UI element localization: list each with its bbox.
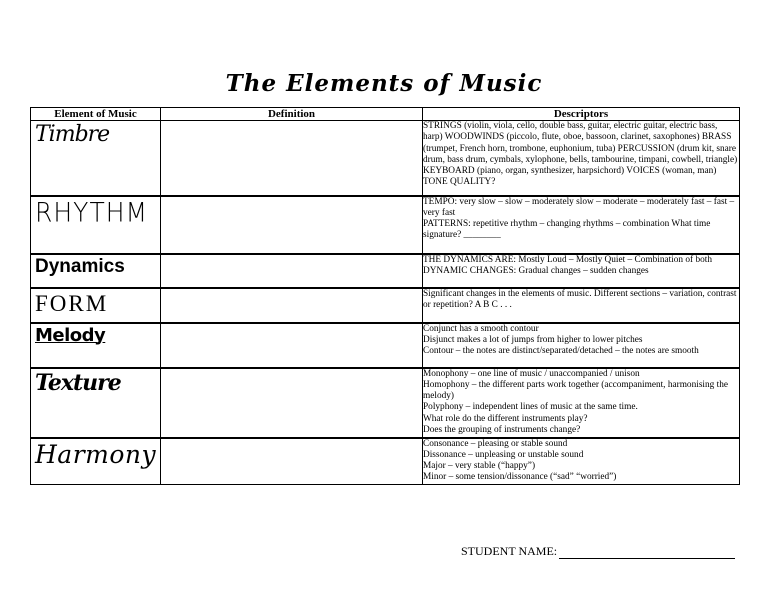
descriptor-line: Minor – some tension/dissonance (“sad” “worried”) xyxy=(423,472,617,483)
table-row-form xyxy=(31,288,740,323)
descriptor-line: What role do the different instruments play? xyxy=(423,413,588,424)
descriptors-cell xyxy=(423,121,740,196)
table-row-texture xyxy=(31,368,740,438)
descriptors-cell xyxy=(423,368,740,438)
definition-cell-harmony[interactable] xyxy=(161,438,423,485)
descriptors-cell xyxy=(423,323,740,368)
element-cell xyxy=(31,288,161,323)
descriptor-line: Major – very stable (“happy”) xyxy=(423,461,536,472)
descriptor-line: Consonance – pleasing or stable sound xyxy=(423,438,568,449)
element-cell xyxy=(31,254,161,288)
definition-cell-dynamics[interactable] xyxy=(161,254,423,288)
descriptor-line: Conjunct has a smooth contour xyxy=(423,323,539,334)
table-row-dynamics xyxy=(31,254,740,288)
page-title: The Elements of Music xyxy=(225,70,543,97)
descriptors-cell xyxy=(423,438,740,485)
element-name-rhythm: RHYTHM xyxy=(35,196,149,228)
elements-table xyxy=(30,107,740,485)
column-header-descriptors: Descriptors xyxy=(423,108,740,121)
descriptors-cell xyxy=(423,196,740,254)
element-name-timbre: Timbre xyxy=(35,122,110,147)
definition-cell-melody[interactable] xyxy=(161,323,423,368)
table-header-row xyxy=(31,108,740,121)
descriptor-line: Dissonance – unpleasing or unstable sound xyxy=(423,449,584,460)
descriptor-line: Significant changes in the elements of music. Different sections – variation, contrast or repetition? A B C . . . xyxy=(423,288,737,310)
element-name-harmony: Harmony xyxy=(35,439,157,469)
element-cell xyxy=(31,121,161,196)
definition-cell-texture[interactable] xyxy=(161,368,423,438)
descriptors-cell xyxy=(423,254,740,288)
table-row-harmony xyxy=(31,438,740,485)
descriptor-line: PATTERNS: repetitive rhythm – changing rhythms – combination What time signature? ________ xyxy=(423,219,711,241)
definition-cell-form[interactable] xyxy=(161,288,423,323)
descriptor-line: Contour – the notes are distinct/separated/detached – the notes are smooth xyxy=(423,346,699,357)
descriptor-line: THE DYNAMICS ARE: Mostly Loud – Mostly Quiet – Combination of both DYNAMIC CHANGES: Gradual changes – sudden changes xyxy=(423,254,712,276)
descriptor-line: Monophony – one line of music / unaccompanied / unison xyxy=(423,368,640,379)
table-row-rhythm xyxy=(31,196,740,254)
descriptor-line: Homophony – the different parts work together (accompaniment, harmonising the melody) xyxy=(423,379,728,402)
element-cell xyxy=(31,323,161,368)
descriptor-line: STRINGS (violin, viola, cello, double bass, guitar, electric guitar, electric bass, harp) WOODWINDS (piccolo, flute, oboe, bassoon, clarinet, saxophones) BRASS (trumpet, French horn, trombone, euphonium, tuba) PERCUSSION (drum kit, snare drum, bass drum, cymbals, xylophone, bells, tambourine, timpani, cowbell, triangle) KEYBOARD (piano, organ, synthesizer, harpsichord) VOICES (woman, man) TONE QUALITY? xyxy=(423,121,738,188)
descriptors-cell xyxy=(423,288,740,323)
column-header-definition: Definition xyxy=(161,108,423,121)
definition-cell-rhythm[interactable] xyxy=(161,196,423,254)
element-name-form: FORM xyxy=(35,290,109,316)
descriptor-line: TEMPO: very slow – slow – moderately slow – moderate – moderately fast – fast – very fast xyxy=(423,196,735,218)
table-row-timbre xyxy=(31,121,740,196)
descriptor-line: Disjunct makes a lot of jumps from higher to lower pitches xyxy=(423,334,643,345)
element-cell xyxy=(31,196,161,254)
column-header-element: Element of Music xyxy=(31,108,161,121)
table-row-melody xyxy=(31,323,740,368)
student-name-field[interactable] xyxy=(559,547,735,559)
element-name-melody: Melody xyxy=(35,324,106,346)
descriptor-line: Does the grouping of instruments change? xyxy=(423,424,581,435)
student-name-label: STUDENT NAME: xyxy=(461,544,558,558)
definition-cell-timbre[interactable] xyxy=(161,121,423,196)
element-name-texture: Texture xyxy=(35,369,121,396)
element-cell xyxy=(31,368,161,438)
student-name-line xyxy=(461,544,735,559)
descriptor-line: Polyphony – independent lines of music at the same time. xyxy=(423,402,638,413)
element-cell xyxy=(31,438,161,485)
element-name-dynamics: Dynamics xyxy=(35,255,125,277)
